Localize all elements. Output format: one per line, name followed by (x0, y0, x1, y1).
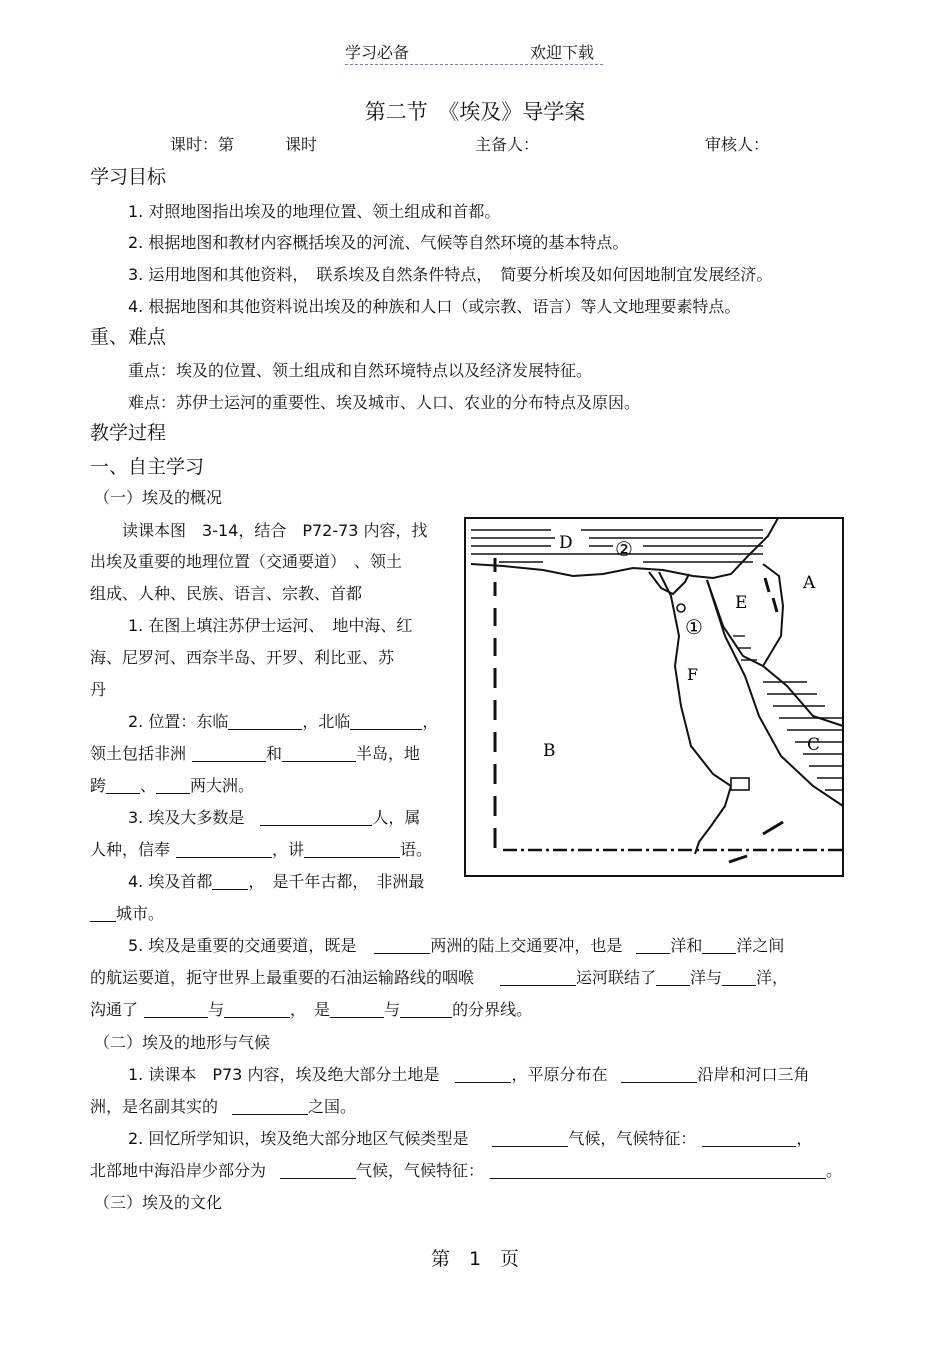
answer-blank[interactable] (212, 872, 248, 890)
map-label-2: ② (615, 537, 633, 561)
answer-blank[interactable] (350, 712, 422, 730)
meta-preparer: 主备人： (475, 135, 540, 154)
page-number: 第 1 页 (430, 1248, 520, 1270)
sec2-q1-line1: 1. 读课本 P73 内容，埃及绝大部分土地是 ，平原分布在 沿岸和河口三角 (128, 1065, 810, 1084)
sec1-q5-line3: 沟通了 与 ， 是 与 的分界线。 (90, 1000, 533, 1019)
answer-blank[interactable] (156, 776, 190, 794)
sec1-q3-line1: 3. 埃及大多数是 人，属 (128, 808, 421, 827)
sec2-q1-line2: 洲，是名副其实的 之国。 (90, 1097, 357, 1116)
page-title: 第二节 《埃及》导学案 (364, 100, 586, 124)
answer-blank[interactable] (106, 776, 140, 794)
header-left: 学习必备 (345, 43, 410, 62)
goal-item: 1. 对照地图指出埃及的地理位置、领土组成和首都。 (128, 202, 501, 221)
answer-blank[interactable] (702, 936, 736, 954)
sec1-heading: （一）埃及的概况 (94, 488, 223, 507)
map-label-e: E (735, 593, 748, 613)
map-label-c: C (807, 735, 821, 755)
answer-blank[interactable] (492, 1129, 568, 1147)
answer-blank[interactable] (280, 1161, 356, 1179)
sec1-q5-line1: 5. 埃及是重要的交通要道，既是 两洲的陆上交通要冲，也是 洋和 洋之间 (128, 936, 785, 955)
sec3-heading: （三）埃及的文化 (94, 1193, 223, 1212)
sec2-q2-line2: 北部地中海沿岸少部分为 气候，气候特征： 。 (90, 1161, 843, 1180)
sec1-q2-line3: 跨 、 两大洲。 (90, 776, 255, 795)
sec1-q4-line1: 4. 埃及首都 ， 是千年古都， 非洲最 (128, 872, 425, 891)
sec1-q1: 丹 (90, 680, 107, 699)
sec1-q5-line2: 的航运要道，扼守世界上最重要的石油运输路线的咽喉 运河联结了 洋与 洋， (90, 968, 789, 987)
sec1-q2-line2: 领土包括非洲 和 半岛，地 (90, 744, 421, 763)
meta-reviewer: 审核人： (705, 135, 770, 154)
answer-blank[interactable] (400, 1000, 452, 1018)
sec1-intro: 读课本图 3-14，结合 P72-73 内容，找 (122, 521, 428, 540)
map-label-d: D (559, 533, 573, 553)
sec2-heading: （二）埃及的地形与气候 (94, 1033, 271, 1052)
answer-blank[interactable] (722, 968, 756, 986)
answer-blank[interactable] (144, 1000, 208, 1018)
answer-blank[interactable] (192, 744, 266, 762)
answer-blank[interactable] (621, 1065, 697, 1083)
sec1-q3-line2: 人种，信奉 ，讲 语。 (90, 840, 433, 859)
answer-blank[interactable] (330, 1000, 384, 1018)
key-difficulty: 难点：苏伊士运河的重要性、埃及城市、人口、农业的分布特点及原因。 (128, 393, 641, 412)
map-label-b: B (543, 741, 556, 761)
key-heading: 重、难点 (90, 326, 167, 348)
answer-blank[interactable] (176, 840, 272, 858)
answer-blank[interactable] (90, 904, 116, 922)
goal-item: 2. 根据地图和教材内容概括埃及的河流、气候等自然环境的基本特点。 (128, 233, 629, 252)
sec2-q2-line1: 2. 回忆所学知识，埃及绝大部分地区气候类型是 气候，气候特征： ， (128, 1129, 813, 1148)
map-label-1: ① (685, 615, 703, 639)
key-focus: 重点：埃及的位置、领土组成和自然环境特点以及经济发展特征。 (128, 361, 593, 380)
sec1-intro: 组成、人种、民族、语言、宗教、首都 (90, 584, 363, 603)
map-label-f: F (687, 665, 699, 684)
answer-blank[interactable] (636, 936, 670, 954)
sec1-q2-line1: 2. 位置：东临 ，北临 ， (128, 712, 439, 731)
goal-item: 4. 根据地图和其他资料说出埃及的种族和人口（或宗教、语言）等人文地理要素特点。 (128, 297, 741, 316)
answer-blank[interactable] (232, 1097, 308, 1115)
answer-blank[interactable] (490, 1161, 826, 1179)
answer-blank[interactable] (374, 936, 430, 954)
answer-blank[interactable] (656, 968, 690, 986)
answer-blank[interactable] (224, 1000, 290, 1018)
process-heading: 教学过程 (90, 422, 167, 444)
header-divider (345, 64, 603, 65)
answer-blank[interactable] (228, 712, 302, 730)
header-right: 欢迎下载 (530, 43, 595, 62)
answer-blank[interactable] (500, 968, 576, 986)
answer-blank[interactable] (702, 1129, 796, 1147)
goals-heading: 学习目标 (90, 166, 167, 188)
meta-period-b: 课时 (285, 135, 318, 154)
answer-blank[interactable] (304, 840, 400, 858)
process-sub: 一、自主学习 (90, 456, 205, 478)
sec1-q1: 海、尼罗河、西奈半岛、开罗、利比亚、苏 (90, 648, 395, 667)
egypt-map (463, 516, 845, 878)
sec1-q4-line2: 城市。 (90, 901, 164, 924)
answer-blank[interactable] (455, 1065, 511, 1083)
goal-item: 3. 运用地图和其他资料， 联系埃及自然条件特点， 简要分析埃及如何因地制宜发展经济。 (128, 265, 773, 284)
answer-blank[interactable] (282, 744, 356, 762)
sec1-intro: 出埃及重要的地理位置（交通要道） 、领土 (90, 552, 403, 571)
answer-blank[interactable] (260, 808, 372, 826)
sec1-q1: 1. 在图上填注苏伊士运河、 地中海、红 (128, 616, 413, 635)
meta-period-a: 课时：第 (170, 135, 235, 154)
map-label-a: A (803, 573, 816, 593)
